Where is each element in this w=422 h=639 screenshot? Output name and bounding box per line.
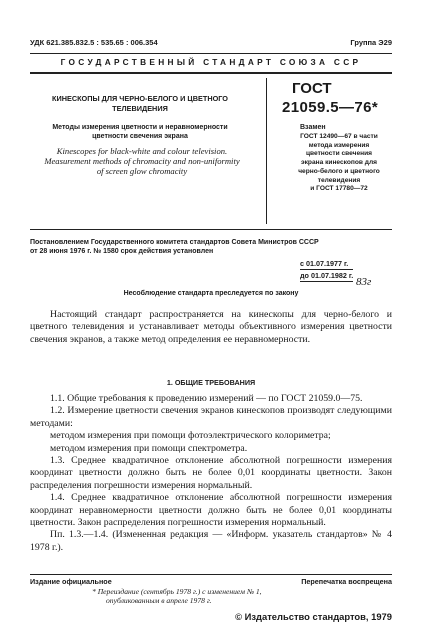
replaces-line-7: и ГОСТ 17780—72 <box>310 185 368 193</box>
title-ru-line-2: ТЕЛЕВИДЕНИЯ <box>112 103 168 113</box>
title-en-line-1: Kinescopes for black-white and colour television. <box>56 146 228 156</box>
section-1-heading: 1. ОБЩИЕ ТРЕБОВАНИЯ <box>166 378 256 387</box>
title-russian <box>30 94 250 113</box>
standard-banner: ГОСУДАРСТВЕННЫЙ СТАНДАРТ СОЮЗА ССР <box>60 57 362 67</box>
gost-divider <box>266 78 267 224</box>
title-english <box>30 146 254 176</box>
valid-from: с 01.07.1977 г. <box>300 258 353 270</box>
banner-top-rule <box>30 53 392 54</box>
section-1-body <box>30 393 392 554</box>
title-ru-line-1: КИНЕСКОПЫ ДЛЯ ЧЕРНО-БЕЛОГО И ЦВЕТНОГО <box>52 94 228 103</box>
reissue-note <box>92 587 392 605</box>
official-edition: Издание официальное <box>30 577 112 586</box>
header-bottom-rule <box>30 229 392 230</box>
amendment-note: Пп. 1.3.—1.4. (Измененная редакция — «Информ. указатель стандартов» № 4 1978 г.). <box>30 529 392 553</box>
clause-1-1: 1.1. Общие требования к проведению измерений — по ГОСТ 21059.0—75. <box>50 393 363 404</box>
method-spectrometer: методом измерения при помощи спектрометра. <box>50 442 248 454</box>
clause-1-2: 1.2. Измерение цветности свечения экранов кинескопов производят следующими методами: <box>30 405 392 429</box>
banner-bottom-rule <box>30 72 392 74</box>
reprint-prohibited: Перепечатка воспрещена <box>301 577 392 586</box>
replaces-line-1: ГОСТ 12490—67 в части <box>300 133 378 140</box>
handwritten-note: 83г <box>356 276 372 288</box>
group-code: Группа Э29 <box>350 38 392 47</box>
reissue-note-line-2: опубликованным в апреле 1978 г. <box>106 596 212 605</box>
replaces-line-6: телевидения <box>317 176 361 184</box>
replaces-line-2: метода измерения <box>308 141 370 149</box>
gost-number: 21059.5—76* <box>282 99 379 116</box>
methods-line-1: Методы измерения цветности и неравномерности <box>52 124 228 131</box>
replaces-line-5: черно-белого и цветного <box>298 167 380 175</box>
clause-1-4: 1.4. Среднее квадратичное отклонение абсолютной погрешности измерения координат неравномерности цветности должно быть не более 0,01 координаты цветности. Закон распределения погрешности измерения нормальный. <box>30 492 392 529</box>
title-en-line-2: Measurement methods of chromacity and non-uniformity <box>44 156 240 166</box>
validity-dates <box>300 258 353 282</box>
noncompliance-notice: Несоблюдение стандарта преследуется по закону <box>123 290 299 297</box>
methods-line-2: цветности свечения экрана <box>92 133 188 140</box>
decree-line-1: Постановлением Государственного комитета стандартов Совета Министров СССР <box>30 239 319 246</box>
udk-code: УДК 621.385.832.5 : 535.65 : 006.354 <box>30 38 158 47</box>
decree-line-2: от 28 июня 1976 г. № 1580 срок действия установлен <box>30 248 214 255</box>
decree-text <box>30 238 392 256</box>
subtitle-methods <box>30 123 250 141</box>
method-colorimeter: методом измерения при помощи фотоэлектрического колориметра; <box>50 430 331 442</box>
title-en-line-3: of screen glow chromacity <box>96 166 188 176</box>
replaces-text <box>278 133 400 194</box>
footer-rule <box>30 574 392 575</box>
gost-label: ГОСТ <box>292 80 332 97</box>
clause-1-3: 1.3. Среднее квадратичное отклонение абсолютной погрешности измерения координат цветности должно быть не более 0,01 координаты цветности. Закон распределения погрешности измерения нормальный. <box>30 455 392 491</box>
copyright: © Издательство стандартов, 1979 <box>235 611 392 622</box>
replaces-line-3: цветности свечения <box>305 150 373 158</box>
replaces-line-4: экрана кинескопов для <box>300 159 378 167</box>
intro-paragraph: Настоящий стандарт распространяется на кинескопы для черно-белого и цветного телевидения и устанавливает методы объективного измерения цветности свечения экранов, а также метод определения ее неравномерности. <box>30 309 392 345</box>
replaces-heading: Взамен <box>300 124 326 131</box>
reissue-note-line-1: * Переиздание (сентябрь 1978 г.) с изменением № 1, <box>92 587 262 596</box>
valid-to: до 01.07.1982 г. <box>300 271 354 280</box>
